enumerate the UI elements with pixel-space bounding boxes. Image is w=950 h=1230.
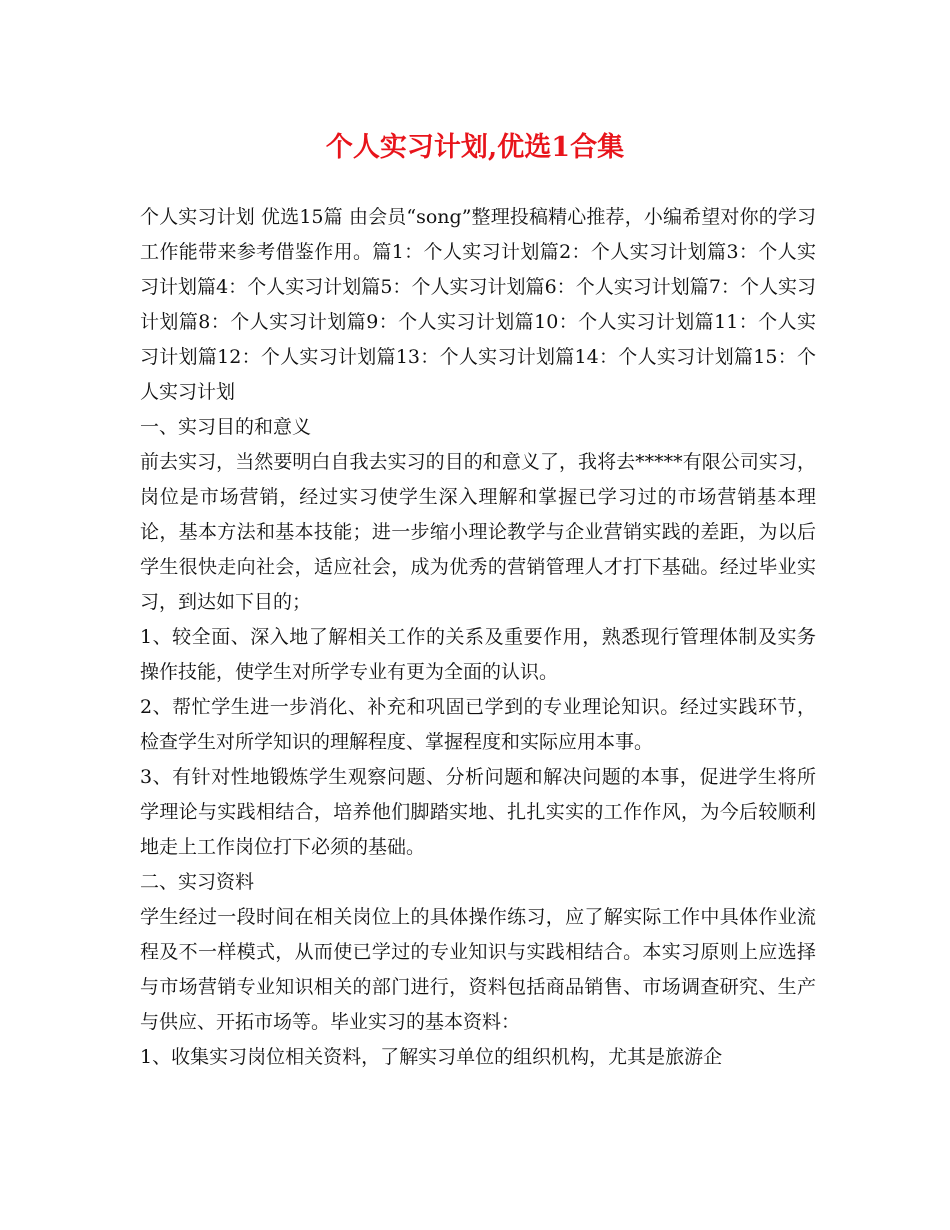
document-title: 个人实习计划,优选1合集 bbox=[325, 132, 625, 163]
document-body bbox=[140, 200, 816, 1075]
list-item: 1、较全面、深入地了解相关工作的关系及重要作用，熟悉现行管理体制及实务操作技能，使学生对所学专业有更为全面的认识。 bbox=[140, 626, 816, 683]
section-heading-content: 二、实习资料 bbox=[140, 871, 255, 893]
intro-paragraph: 个人实习计划 优选15篇 由会员“song”整理投稿精心推荐，小编希望对你的学习工作能带来参考借鉴作用。篇1：个人实习计划篇2：个人实习计划篇3：个人实习计划篇4：个人实习计划篇5：个人实习计划篇6：个人实习计划篇7：个人实习计划篇8：个人实习计划篇9：个人实习计划篇10：个人实习计划篇11：个人实习计划篇12：个人实习计划篇13：个人实习计划篇14：个人实习计划篇15：个人实习计划 bbox=[140, 206, 816, 403]
section-heading-purpose: 一、实习目的和意义 bbox=[140, 416, 312, 438]
list-item: 1、收集实习岗位相关资料，了解实习单位的组织机构，尤其是旅游企 bbox=[140, 1046, 723, 1068]
purpose-paragraph: 前去实习，当然要明白自我去实习的目的和意义了，我将去*****有限公司实习，岗位是市场营销，经过实习使学生深入理解和掌握已学习过的市场营销基本理论，基本方法和基本技能；进一步缩小理论教学与企业营销实践的差距，为以后学生很快走向社会，适应社会，成为优秀的营销管理人才打下基础。经过毕业实习，到达如下目的； bbox=[140, 451, 816, 613]
list-item: 2、帮忙学生进一步消化、补充和巩固已学到的专业理论知识。经过实践环节，检查学生对所学知识的理解程度、掌握程度和实际应用本事。 bbox=[140, 696, 816, 753]
content-paragraph: 学生经过一段时间在相关岗位上的具体操作练习，应了解实际工作中具体作业流程及不一样模式，从而使已学过的专业知识与实践相结合。本实习原则上应选择与市场营销专业知识相关的部门进行，资料包括商品销售、市场调查研究、生产与供应、开拓市场等。毕业实习的基本资料： bbox=[140, 906, 816, 1033]
list-item: 3、有针对性地锻炼学生观察问题、分析问题和解决问题的本事，促进学生将所学理论与实践相结合，培养他们脚踏实地、扎扎实实的工作作风，为今后较顺利地走上工作岗位打下必须的基础。 bbox=[140, 766, 816, 858]
